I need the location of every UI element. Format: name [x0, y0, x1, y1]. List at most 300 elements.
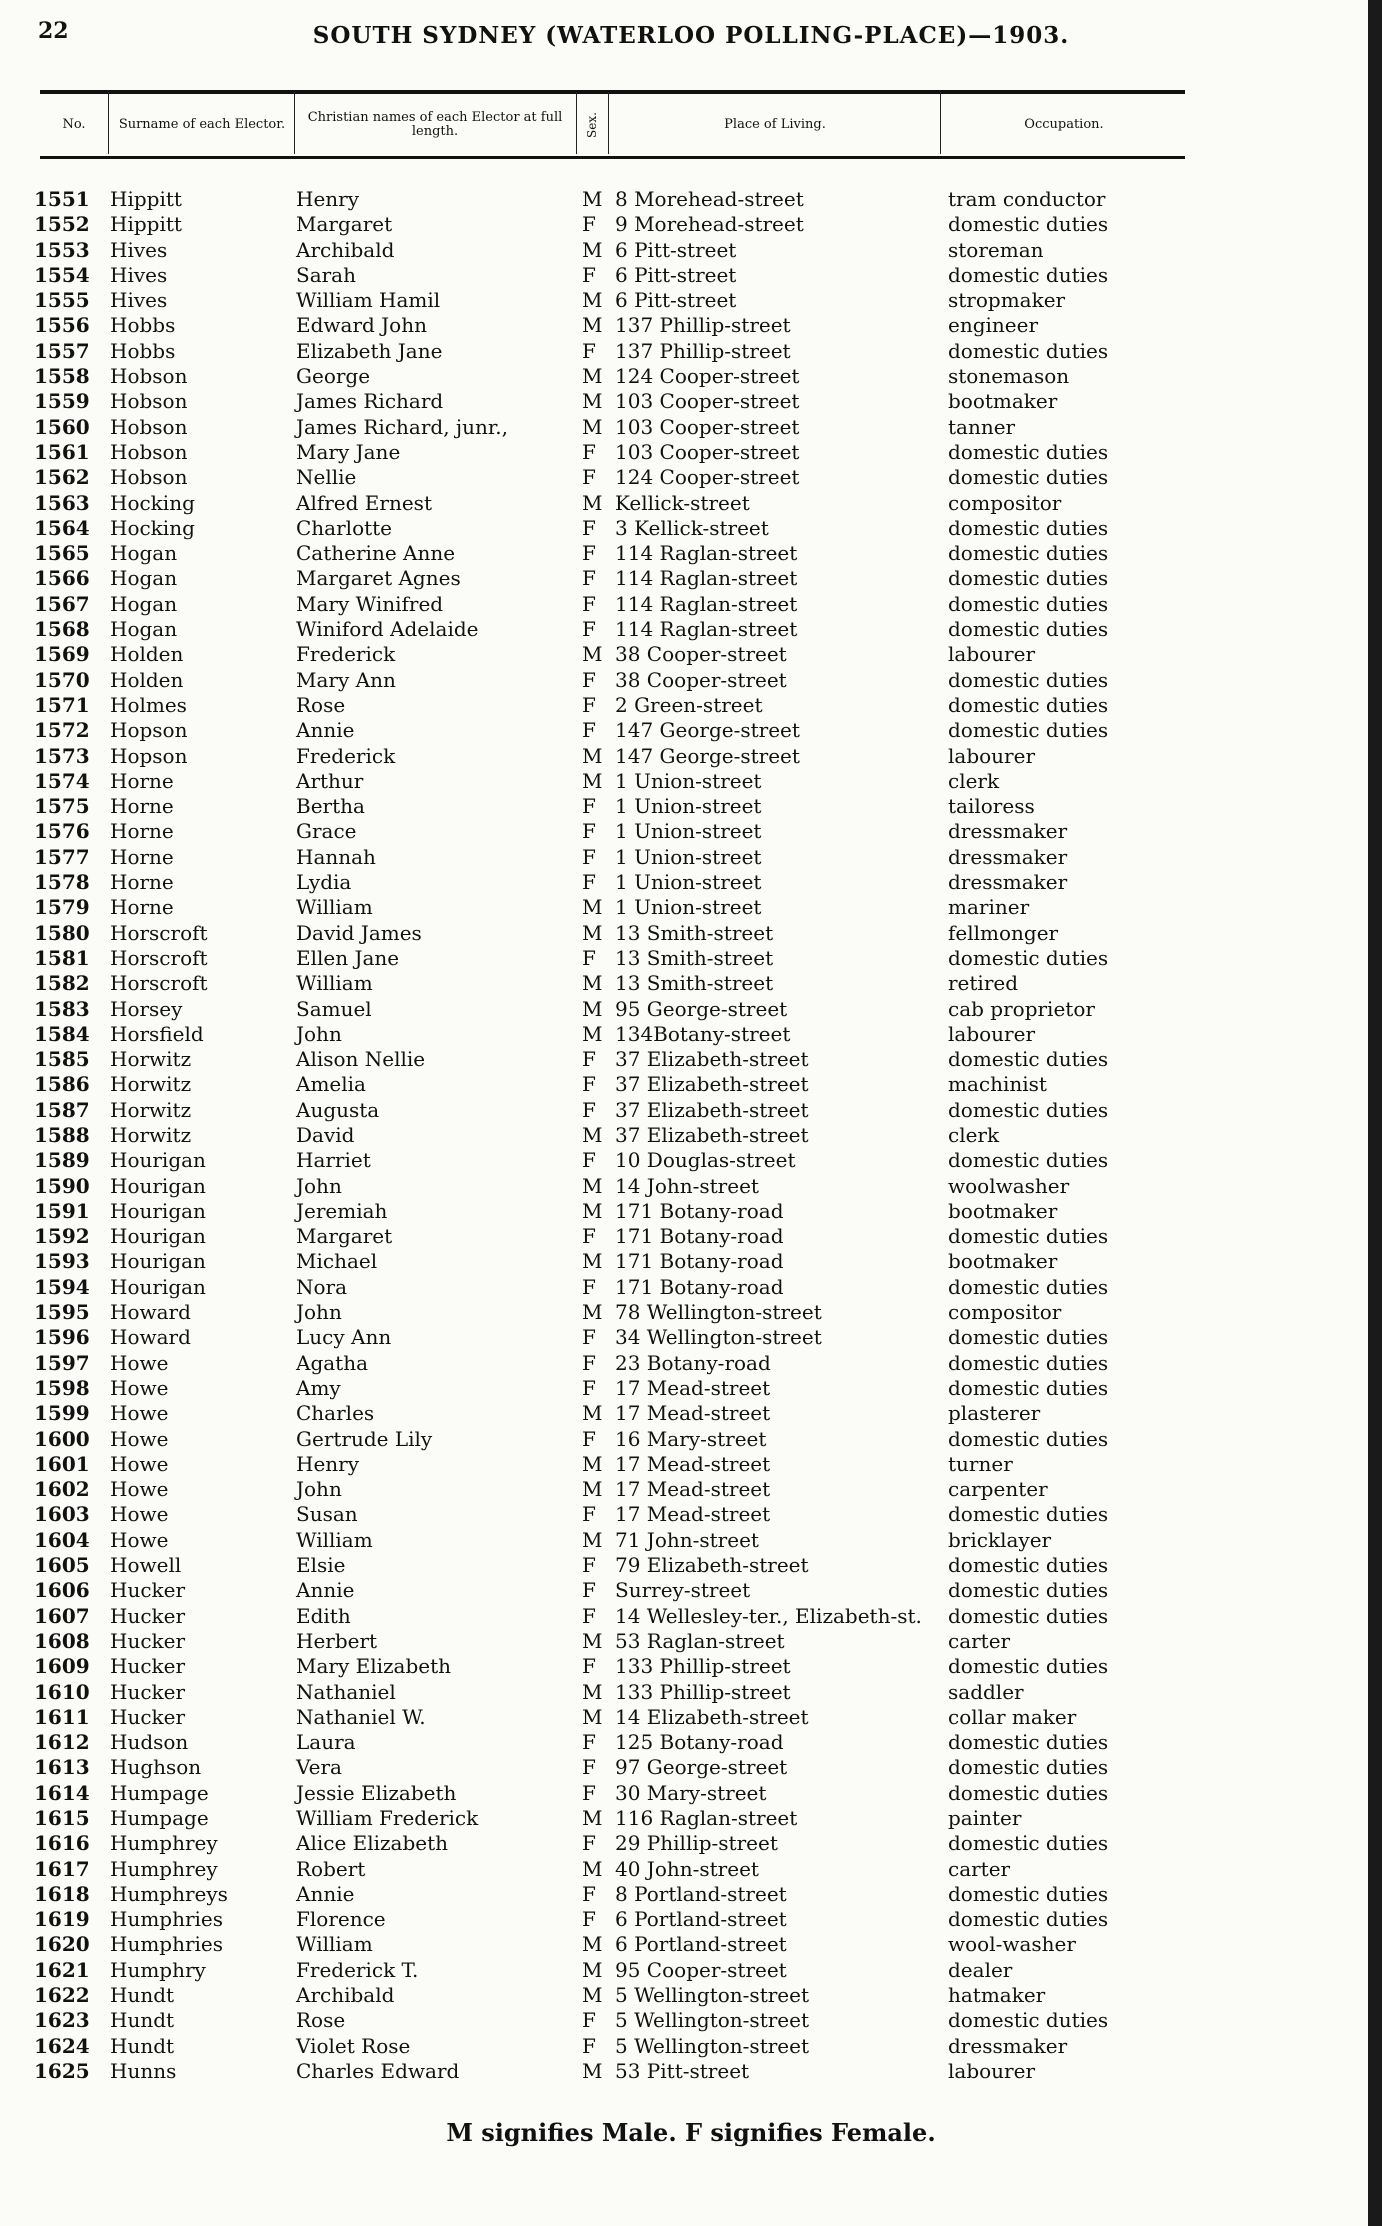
occupation: domestic duties: [948, 1603, 1109, 1628]
occupation: domestic duties: [948, 2008, 1109, 2033]
place-of-living: 1 Union-street: [615, 768, 762, 793]
elector-number: 1610: [34, 1679, 90, 1704]
table-row: [0, 1553, 1382, 1578]
surname: Horne: [110, 768, 174, 793]
surname: Hundt: [110, 1983, 175, 2008]
table-row: [0, 1907, 1382, 1932]
occupation: domestic duties: [948, 1881, 1109, 1906]
surname: Hopson: [110, 743, 188, 768]
elector-number: 1598: [34, 1375, 90, 1400]
occupation: domestic duties: [948, 1375, 1109, 1400]
place-of-living: 14 Elizabeth-street: [615, 1704, 809, 1729]
christian-names: Florence: [296, 1907, 386, 1932]
table-row: [0, 971, 1382, 996]
place-of-living: 8 Portland-street: [615, 1881, 787, 1906]
place-of-living: 147 George-street: [615, 718, 800, 743]
occupation: domestic duties: [948, 541, 1109, 566]
occupation: stonemason: [948, 364, 1070, 389]
place-of-living: 3 Kellick-street: [615, 515, 769, 540]
christian-names: Edward John: [296, 313, 427, 338]
surname: Hogan: [110, 541, 178, 566]
surname: Hourigan: [110, 1148, 206, 1173]
sex: F: [582, 2033, 596, 2058]
elector-number: 1602: [34, 1477, 90, 1502]
column-header-surname: Surname of each Elector.: [118, 117, 286, 132]
place-of-living: 13 Smith-street: [615, 945, 774, 970]
elector-number: 1559: [34, 389, 90, 414]
sex: F: [582, 1072, 596, 1097]
occupation: clerk: [948, 768, 1000, 793]
table-row: [0, 819, 1382, 844]
occupation: tram conductor: [948, 187, 1106, 211]
elector-number: 1580: [34, 920, 90, 945]
place-of-living: Kellick-street: [615, 490, 750, 515]
sex: F: [582, 1325, 596, 1350]
sex: F: [582, 1502, 596, 1527]
table-row: [0, 541, 1382, 566]
sex: M: [582, 313, 603, 338]
sex: M: [582, 414, 603, 439]
elector-number: 1568: [34, 617, 90, 642]
christian-names: Nathaniel W.: [296, 1704, 426, 1729]
place-of-living: 16 Mary-street: [615, 1426, 767, 1451]
elector-number: 1608: [34, 1628, 90, 1653]
place-of-living: 34 Wellington-street: [615, 1325, 822, 1350]
place-of-living: 6 Portland-street: [615, 1907, 787, 1932]
elector-number: 1573: [34, 743, 90, 768]
surname: Howe: [110, 1350, 169, 1375]
table-row: [0, 212, 1382, 237]
place-of-living: 2 Green-street: [615, 692, 763, 717]
elector-number: 1593: [34, 1249, 90, 1274]
christian-names: Susan: [296, 1502, 358, 1527]
sex: M: [582, 1300, 603, 1325]
christian-names: Mary Jane: [296, 439, 401, 464]
sex: F: [582, 1730, 596, 1755]
sex: M: [582, 1957, 603, 1982]
occupation: carter: [948, 1856, 1011, 1881]
column-header-occupation: Occupation.: [1024, 117, 1104, 132]
header-rule-top: [40, 90, 1185, 94]
surname: Hundt: [110, 2033, 175, 2058]
table-row: [0, 389, 1382, 414]
elector-number: 1607: [34, 1603, 90, 1628]
place-of-living: 53 Raglan-street: [615, 1628, 785, 1653]
elector-number: 1603: [34, 1502, 90, 1527]
christian-names: Annie: [296, 718, 355, 743]
christian-names: William: [296, 1527, 373, 1552]
elector-number: 1586: [34, 1072, 90, 1097]
surname: Hives: [110, 288, 168, 313]
surname: Howe: [110, 1477, 169, 1502]
place-of-living: 37 Elizabeth-street: [615, 1072, 809, 1097]
elector-number: 1560: [34, 414, 90, 439]
elector-number: 1589: [34, 1148, 90, 1173]
place-of-living: 95 George-street: [615, 996, 788, 1021]
occupation: bootmaker: [948, 389, 1058, 414]
elector-number: 1566: [34, 566, 90, 591]
place-of-living: 9 Morehead-street: [615, 212, 804, 237]
surname: Hocking: [110, 515, 195, 540]
elector-number: 1554: [34, 262, 90, 287]
table-row: [0, 744, 1382, 769]
occupation: domestic duties: [948, 1047, 1109, 1072]
surname: Hourigan: [110, 1224, 206, 1249]
christian-names: William: [296, 895, 373, 920]
christian-names: John: [296, 1300, 342, 1325]
sex: F: [582, 439, 596, 464]
surname: Howe: [110, 1502, 169, 1527]
column-divider: [108, 92, 109, 154]
christian-names: William: [296, 1932, 373, 1957]
sex: F: [582, 870, 596, 895]
table-row: [0, 566, 1382, 591]
table-row: [0, 1275, 1382, 1300]
table-row: [0, 1958, 1382, 1983]
sex: M: [582, 642, 603, 667]
elector-number: 1590: [34, 1173, 90, 1198]
sex: F: [582, 844, 596, 869]
table-row: [0, 1401, 1382, 1426]
footer-note: M signifies Male. F signifies Female.: [446, 2118, 936, 2147]
sex: M: [582, 1477, 603, 1502]
place-of-living: 23 Botany-road: [615, 1350, 771, 1375]
christian-names: Frederick: [296, 642, 396, 667]
table-row: [0, 845, 1382, 870]
place-of-living: 6 Portland-street: [615, 1932, 787, 1957]
elector-number: 1596: [34, 1325, 90, 1350]
sex: F: [582, 1907, 596, 1932]
elector-number: 1555: [34, 288, 90, 313]
sex: F: [582, 566, 596, 591]
christian-names: Henry: [296, 187, 360, 211]
occupation: domestic duties: [948, 1780, 1109, 1805]
elector-number: 1571: [34, 692, 90, 717]
surname: Holden: [110, 667, 184, 692]
occupation: bootmaker: [948, 1198, 1058, 1223]
surname: Humphrey: [110, 1856, 218, 1881]
occupation: domestic duties: [948, 1274, 1109, 1299]
occupation: domestic duties: [948, 1502, 1109, 1527]
christian-names: Frederick: [296, 743, 396, 768]
sex: F: [582, 1097, 596, 1122]
sex: F: [582, 819, 596, 844]
sex: M: [582, 1401, 603, 1426]
christian-names: Charles: [296, 1401, 375, 1426]
christian-names: Alfred Ernest: [296, 490, 432, 515]
surname: Howe: [110, 1401, 169, 1426]
christian-names: Nora: [296, 1274, 348, 1299]
sex: M: [582, 768, 603, 793]
christian-names: Alison Nellie: [296, 1047, 426, 1072]
christian-names: Augusta: [296, 1097, 380, 1122]
table-row: [0, 592, 1382, 617]
table-row: [0, 238, 1382, 263]
surname: Hobson: [110, 439, 188, 464]
occupation: domestic duties: [948, 1730, 1109, 1755]
table-row: [0, 1604, 1382, 1629]
table-row: [0, 1654, 1382, 1679]
elector-number: 1575: [34, 794, 90, 819]
place-of-living: 103 Cooper-street: [615, 389, 800, 414]
place-of-living: 124 Cooper-street: [615, 465, 800, 490]
table-row: [0, 1477, 1382, 1502]
table-row: [0, 465, 1382, 490]
christian-names: David James: [296, 920, 422, 945]
column-header-sex-label: Sex.: [585, 112, 599, 138]
occupation: compositor: [948, 1300, 1062, 1325]
sex: M: [582, 1806, 603, 1830]
surname: Holmes: [110, 692, 187, 717]
table-row: [0, 1047, 1382, 1072]
surname: Humphries: [110, 1907, 224, 1932]
elector-number: 1600: [34, 1426, 90, 1451]
occupation: domestic duties: [948, 465, 1109, 490]
occupation: retired: [948, 971, 1019, 996]
place-of-living: 114 Raglan-street: [615, 617, 798, 642]
surname: Horwitz: [110, 1097, 192, 1122]
christian-names: Agatha: [296, 1350, 369, 1375]
column-divider: [576, 92, 577, 154]
place-of-living: 14 John-street: [615, 1173, 759, 1198]
place-of-living: 71 John-street: [615, 1527, 759, 1552]
elector-number: 1551: [34, 187, 90, 211]
place-of-living: 5 Wellington-street: [615, 2033, 810, 2058]
sex: F: [582, 1831, 596, 1856]
sex: M: [582, 288, 603, 313]
surname: Hobson: [110, 389, 188, 414]
surname: Hobbs: [110, 338, 176, 363]
place-of-living: 1 Union-street: [615, 819, 762, 844]
table-row: [0, 415, 1382, 440]
page-number: 22: [38, 18, 69, 44]
place-of-living: 133 Phillip-street: [615, 1679, 791, 1704]
place-of-living: 171 Botany-road: [615, 1224, 784, 1249]
occupation: machinist: [948, 1072, 1047, 1097]
sex: F: [582, 1654, 596, 1679]
elector-number: 1609: [34, 1654, 90, 1679]
table-row: [0, 1705, 1382, 1730]
place-of-living: 40 John-street: [615, 1856, 759, 1881]
elector-number: 1625: [34, 2058, 90, 2083]
table-row: [0, 1502, 1382, 1527]
elector-number: 1611: [34, 1704, 90, 1729]
surname: Howell: [110, 1553, 182, 1578]
table-row: [0, 187, 1382, 212]
table-row: [0, 516, 1382, 541]
sex: F: [582, 1578, 596, 1603]
sex: M: [582, 1122, 603, 1147]
table-row: [0, 1806, 1382, 1831]
sex: F: [582, 1350, 596, 1375]
sex: M: [582, 187, 603, 211]
place-of-living: 95 Cooper-street: [615, 1957, 787, 1982]
surname: Hourigan: [110, 1173, 206, 1198]
christian-names: Amelia: [296, 1072, 366, 1097]
christian-names: Catherine Anne: [296, 541, 456, 566]
table-row: [0, 1199, 1382, 1224]
surname: Horne: [110, 844, 174, 869]
elector-number: 1585: [34, 1047, 90, 1072]
column-divider: [294, 92, 295, 154]
occupation: wool-washer: [948, 1932, 1076, 1957]
surname: Hudson: [110, 1730, 189, 1755]
occupation: cab proprietor: [948, 996, 1095, 1021]
surname: Humphries: [110, 1932, 224, 1957]
sex: F: [582, 718, 596, 743]
occupation: domestic duties: [948, 566, 1109, 591]
occupation: clerk: [948, 1122, 1000, 1147]
occupation: plasterer: [948, 1401, 1041, 1426]
christian-names: James Richard: [296, 389, 444, 414]
table-row: [0, 1932, 1382, 1957]
table-row: [0, 1629, 1382, 1654]
surname: Hundt: [110, 2008, 175, 2033]
surname: Hogan: [110, 591, 178, 616]
column-header-christian-names: Christian names of each Elector at full length.: [307, 110, 563, 139]
surname: Hughson: [110, 1755, 202, 1780]
surname: Hogan: [110, 566, 178, 591]
occupation: domestic duties: [948, 1907, 1109, 1932]
sex: F: [582, 465, 596, 490]
occupation: collar maker: [948, 1704, 1077, 1729]
sex: M: [582, 2058, 603, 2083]
sex: M: [582, 237, 603, 262]
sex: M: [582, 996, 603, 1021]
christian-names: Arthur: [296, 768, 364, 793]
sex: F: [582, 692, 596, 717]
occupation: domestic duties: [948, 515, 1109, 540]
place-of-living: 17 Mead-street: [615, 1451, 771, 1476]
surname: Hippitt: [110, 212, 182, 237]
table-row: [0, 1376, 1382, 1401]
surname: Hucker: [110, 1704, 186, 1729]
sex: F: [582, 1553, 596, 1578]
table-row: [0, 288, 1382, 313]
sex: M: [582, 1983, 603, 2008]
christian-names: Margaret Agnes: [296, 566, 461, 591]
sex: F: [582, 1224, 596, 1249]
table-row: [0, 1249, 1382, 1274]
surname: Humphreys: [110, 1881, 228, 1906]
elector-number: 1584: [34, 1021, 90, 1046]
sex: F: [582, 1274, 596, 1299]
elector-number: 1578: [34, 870, 90, 895]
christian-names: Laura: [296, 1730, 356, 1755]
surname: Horne: [110, 794, 174, 819]
christian-names: Lucy Ann: [296, 1325, 392, 1350]
occupation: domestic duties: [948, 1148, 1109, 1173]
occupation: bricklayer: [948, 1527, 1052, 1552]
christian-names: Elsie: [296, 1553, 346, 1578]
table-row: [0, 339, 1382, 364]
christian-names: Henry: [296, 1451, 360, 1476]
elector-number: 1553: [34, 237, 90, 262]
elector-number: 1556: [34, 313, 90, 338]
place-of-living: 133 Phillip-street: [615, 1654, 791, 1679]
elector-number: 1614: [34, 1780, 90, 1805]
christian-names: Vera: [296, 1755, 342, 1780]
sex: F: [582, 945, 596, 970]
surname: Horsey: [110, 996, 183, 1021]
elector-number: 1588: [34, 1122, 90, 1147]
occupation: domestic duties: [948, 338, 1109, 363]
occupation: dressmaker: [948, 2033, 1068, 2058]
place-of-living: 1 Union-street: [615, 870, 762, 895]
table-row: [0, 1755, 1382, 1780]
christian-names: Nellie: [296, 465, 357, 490]
christian-names: William Frederick: [296, 1806, 479, 1830]
occupation: carter: [948, 1628, 1011, 1653]
sex: F: [582, 262, 596, 287]
place-of-living: 14 Wellesley-ter., Elizabeth-st.: [615, 1603, 922, 1628]
elector-number: 1601: [34, 1451, 90, 1476]
occupation: domestic duties: [948, 1831, 1109, 1856]
christian-names: Samuel: [296, 996, 372, 1021]
surname: Humpage: [110, 1780, 209, 1805]
occupation: domestic duties: [948, 439, 1109, 464]
place-of-living: 114 Raglan-street: [615, 541, 798, 566]
elector-number: 1564: [34, 515, 90, 540]
occupation: engineer: [948, 313, 1039, 338]
place-of-living: 1 Union-street: [615, 895, 762, 920]
elector-number: 1620: [34, 1932, 90, 1957]
sex: F: [582, 1426, 596, 1451]
occupation: domestic duties: [948, 1654, 1109, 1679]
sex: F: [582, 1780, 596, 1805]
surname: Howe: [110, 1426, 169, 1451]
table-row: [0, 2059, 1382, 2084]
table-row: [0, 1224, 1382, 1249]
page-title: SOUTH SYDNEY (WATERLOO POLLING-PLACE)—1903.: [312, 22, 1070, 49]
christian-names: Edith: [296, 1603, 351, 1628]
place-of-living: 103 Cooper-street: [615, 439, 800, 464]
occupation: compositor: [948, 490, 1062, 515]
surname: Hourigan: [110, 1249, 206, 1274]
place-of-living: 78 Wellington-street: [615, 1300, 822, 1325]
table-row: [0, 2034, 1382, 2059]
occupation: hatmaker: [948, 1983, 1046, 2008]
table-row: [0, 921, 1382, 946]
christian-names: Bertha: [296, 794, 365, 819]
christian-names: Annie: [296, 1881, 355, 1906]
surname: Horne: [110, 819, 174, 844]
elector-number: 1563: [34, 490, 90, 515]
elector-number: 1597: [34, 1350, 90, 1375]
elector-number: 1591: [34, 1198, 90, 1223]
place-of-living: 147 George-street: [615, 743, 800, 768]
table-row: [0, 1680, 1382, 1705]
column-header-place: Place of Living.: [724, 117, 826, 132]
surname: Hocking: [110, 490, 195, 515]
table-row: [0, 1174, 1382, 1199]
christian-names: Jessie Elizabeth: [296, 1780, 457, 1805]
occupation: fellmonger: [948, 920, 1059, 945]
occupation: domestic duties: [948, 718, 1109, 743]
surname: Hobson: [110, 465, 188, 490]
place-of-living: 6 Pitt-street: [615, 262, 737, 287]
place-of-living: 37 Elizabeth-street: [615, 1097, 809, 1122]
sex: F: [582, 212, 596, 237]
christian-names: Frederick T.: [296, 1957, 419, 1982]
place-of-living: 8 Morehead-street: [615, 187, 804, 211]
christian-names: Mary Winifred: [296, 591, 444, 616]
occupation: carpenter: [948, 1477, 1048, 1502]
table-row: [0, 1072, 1382, 1097]
place-of-living: 124 Cooper-street: [615, 364, 800, 389]
elector-number: 1613: [34, 1755, 90, 1780]
surname: Hogan: [110, 617, 178, 642]
